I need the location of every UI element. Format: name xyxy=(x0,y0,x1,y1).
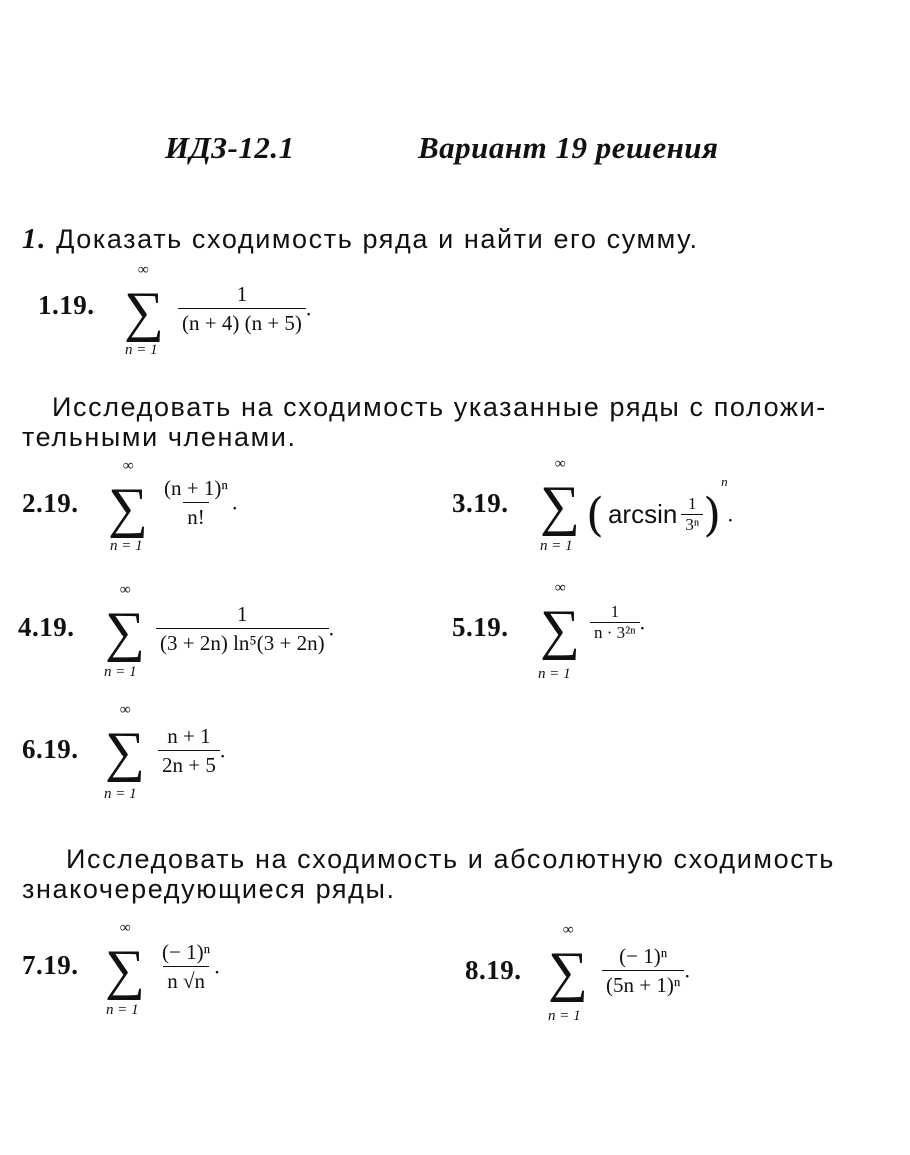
sum-sign: ∑ xyxy=(540,599,580,661)
fraction xyxy=(602,942,684,999)
task-1-number: 1. xyxy=(22,223,47,255)
sum-upper-limit: ∞ xyxy=(138,262,149,278)
task-1-text: Доказать сходимость ряда и найти его сумму. xyxy=(56,224,699,254)
problem-label: 4.19. xyxy=(18,612,75,642)
numerator: (− 1)ⁿ xyxy=(162,940,211,964)
denominator: 2n + 5 xyxy=(158,750,220,779)
section-positive-line-1: Исследовать на сходимость указанные ряды с положи- xyxy=(52,392,827,422)
problem-label: 7.19. xyxy=(22,950,79,980)
series-term: $\frac{1}{(n + 4) (n + 5)}$ . xyxy=(178,280,311,337)
sum-sign: ∑ xyxy=(105,721,145,783)
fraction xyxy=(156,600,329,657)
numerator: 1 xyxy=(687,493,697,513)
sum-sign: ∑ xyxy=(105,939,145,1001)
sum-lower-limit: n = 1 xyxy=(104,664,137,680)
sum-upper-limit: ∞ xyxy=(120,920,131,936)
fraction xyxy=(178,280,306,337)
section-alternating-line-2: знакочередующиеся ряды. xyxy=(22,874,396,904)
sum-lower-limit: n = 1 xyxy=(125,342,158,358)
problem-label: 1.19. xyxy=(38,290,95,320)
sum-upper-limit: ∞ xyxy=(120,702,131,718)
numerator: 1 xyxy=(237,602,248,626)
section-alternating-line-1: Исследовать на сходимость и абсолютную сходимость xyxy=(66,844,835,874)
problem-label: 2.19. xyxy=(22,488,79,518)
section-positive-line-2: тельными членами. xyxy=(22,422,297,452)
sum-upper-limit: ∞ xyxy=(120,582,131,598)
series-term: $\frac{\text{(− 1)ⁿ}}{\text{(5n + 1)ⁿ}}$ . xyxy=(602,942,690,999)
problem-label: 5.19. xyxy=(452,612,509,642)
sum-upper-limit: ∞ xyxy=(563,922,574,938)
sum-sign: ∑ xyxy=(548,941,588,1003)
series-term: $\frac{n + 1}{2n + 5}$ . xyxy=(158,722,225,779)
denominator: 3ⁿ xyxy=(681,514,703,535)
variant-title: Вариант 19 решения xyxy=(418,130,719,165)
sum-sign: ∑ xyxy=(108,477,148,539)
sum-sign: ∑ xyxy=(124,281,164,343)
numerator: 1 xyxy=(236,282,248,306)
denominator: (5n + 1)ⁿ xyxy=(602,970,684,999)
numerator: (n + 1)ⁿ xyxy=(164,476,228,500)
fraction xyxy=(681,494,703,535)
function-name: arcsin xyxy=(607,498,678,529)
fraction xyxy=(160,474,232,531)
sum-lower-limit: n = 1 xyxy=(106,1002,139,1018)
sum-upper-limit: ∞ xyxy=(555,580,566,596)
numerator: (− 1)ⁿ xyxy=(619,944,668,968)
denominator: n! xyxy=(183,502,209,531)
denominator: (n + 4) (n + 5) xyxy=(178,308,306,337)
sum-sign: ∑ xyxy=(540,475,580,537)
sum-lower-limit: n = 1 xyxy=(110,538,143,554)
problem-label: 6.19. xyxy=(22,734,79,764)
fraction xyxy=(158,722,220,779)
sum-lower-limit: n = 1 xyxy=(104,786,137,802)
sum-lower-limit: n = 1 xyxy=(540,538,573,554)
sum-sign: ∑ xyxy=(105,601,145,663)
series-term: ( arcsin $\frac{1}{\text{3ⁿ}}$ )$^n$. xyxy=(586,474,734,542)
denominator: (3 + 2n) ln⁵(3 + 2n) xyxy=(156,628,329,657)
denominator: n √n xyxy=(163,966,209,995)
sum-lower-limit: n = 1 xyxy=(548,1008,581,1024)
task-1 xyxy=(22,222,699,256)
document-code: ИДЗ-12.1 xyxy=(165,130,295,165)
denominator: n · 3²ⁿ xyxy=(590,622,640,643)
series-term: $\frac{1}{\text{(3 + 2n) ln⁵(3 + 2n)}}$ . xyxy=(156,600,334,657)
fraction xyxy=(590,602,640,643)
problem-label: 8.19. xyxy=(465,955,522,985)
series-term: $\frac{\text{(− 1)ⁿ}}{n √n}$ . xyxy=(158,938,220,995)
sum-upper-limit: ∞ xyxy=(123,458,134,474)
problem-label: 3.19. xyxy=(452,488,509,518)
sum-upper-limit: ∞ xyxy=(555,456,566,472)
series-term: $\frac{\text{(n + 1)ⁿ}}{n!}$ . xyxy=(160,474,237,531)
series-term: $\frac{1}{\text{n · 3²ⁿ}}$ . xyxy=(590,602,645,643)
fraction xyxy=(158,938,214,995)
sum-lower-limit: n = 1 xyxy=(538,666,571,682)
numerator: 1 xyxy=(610,602,620,621)
exponent: n xyxy=(721,474,728,489)
numerator: n + 1 xyxy=(167,724,211,748)
